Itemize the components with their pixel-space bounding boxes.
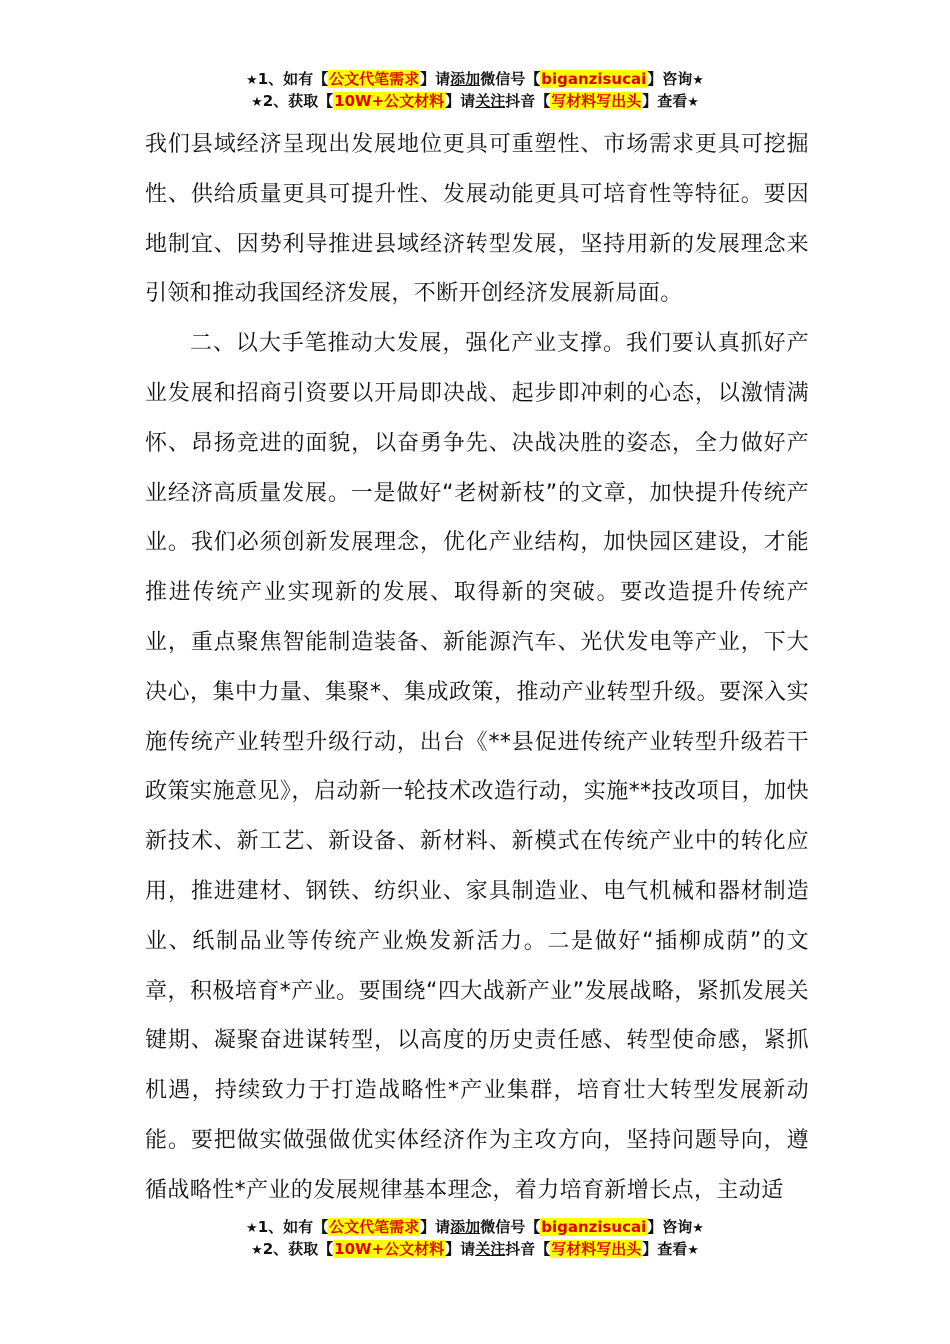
star-icon: ★	[246, 73, 258, 88]
banner-line-1	[0, 1216, 950, 1238]
banner-text: 】请	[445, 1240, 476, 1258]
star-icon: ★	[692, 1221, 704, 1236]
star-icon: ★	[246, 1221, 258, 1236]
banner-text: 】咨询	[647, 1218, 693, 1236]
paragraph-section-two: 二、以大手笔推动大发展，强化产业支撑。我们要认真抓好产业发展和招商引资要以开局即决战、起步即冲刺的心态，以激情满怀、昂扬竞进的面貌，以奋勇争先、决战决胜的姿态，全力做好产业经济高质量发展。一是做好“老树新枝”的文章，加快提升传统产业。我们必须创新发展理念，优化产业结构，加快园区建设，才能推进传统产业实现新的发展、取得新的突破。要改造提升传统产业，重点聚焦智能制造装备、新能源汽车、光伏发电等产业，下大决心，集中力量、集聚*、集成政策，推动产业转型升级。要深入实施传统产业转型升级行动，出台《**县促进传统产业转型升级若干政策实施意见》，启动新一轮技术改造行动，实施**技改项目，加快新技术、新工艺、新设备、新材料、新模式在传统产业中的转化应用，推进建材、钢铁、纺织业、家具制造业、电气机械和器材制造业、纸制品业等传统产业焕发新活力。二是做好“插柳成荫”的文章，积极培育*产业。要围绕“四大战新产业”发展战略，紧抓发展关键期、凝聚奋进谋转型，以高度的历史责任感、转型使命感，紧抓机遇，持续致力于打造战略性*产业集群，培育壮大转型发展新动能。要把做实做强做优实体经济作为主攻方向，坚持问题导向，遵循战略性*产业的发展规律基本理念，着力培育新增长点，主动适	[145, 331, 809, 1203]
banner-text: 】查看	[642, 92, 688, 110]
banner-text: 】请	[420, 1218, 451, 1236]
highlight-materials: 10W+公文材料	[334, 1240, 445, 1258]
highlight-service: 公文代笔需求	[329, 70, 420, 88]
banner-line-1	[0, 68, 950, 90]
banner-text: 1、如有【	[257, 70, 329, 88]
banner-line-2	[0, 90, 950, 112]
banner-text: 】请	[420, 70, 451, 88]
highlight-service: 公文代笔需求	[329, 1218, 420, 1236]
banner-text: 微信号【	[480, 1218, 541, 1236]
star-icon: ★	[687, 1243, 699, 1258]
star-icon: ★	[687, 95, 699, 110]
banner-text: 2、获取【	[262, 1240, 334, 1258]
banner-text: 】咨询	[647, 70, 693, 88]
banner-emphasis: 添加	[450, 1218, 481, 1236]
banner-emphasis: 添加	[450, 70, 481, 88]
header-banner	[0, 68, 950, 112]
footer-banner	[0, 1216, 950, 1260]
banner-text: 1、如有【	[257, 1218, 329, 1236]
banner-emphasis: 关注	[475, 1240, 506, 1258]
paragraph-continuation: 我们县域经济呈现出发展地位更具可重塑性、市场需求更具可挖掘性、供给质量更具可提升性、发展动能更具可培育性等特征。要因地制宜、因势利导推进县域经济转型发展，坚持用新的发展理念来引领和推动我国经济发展，不断开创经济发展新局面。	[145, 132, 809, 307]
banner-text: 抖音【	[505, 92, 551, 110]
banner-text: 抖音【	[505, 1240, 551, 1258]
banner-line-2	[0, 1238, 950, 1260]
highlight-materials: 10W+公文材料	[334, 92, 445, 110]
banner-text: 】查看	[642, 1240, 688, 1258]
banner-text: 】请	[445, 92, 476, 110]
star-icon: ★	[692, 73, 704, 88]
highlight-douyin: 写材料写出头	[551, 1240, 642, 1258]
document-body	[145, 120, 809, 1216]
star-icon: ★	[251, 1243, 263, 1258]
banner-text: 2、获取【	[262, 92, 334, 110]
highlight-wechat-id: biganzisucai	[541, 1218, 647, 1236]
banner-text: 微信号【	[480, 70, 541, 88]
highlight-douyin: 写材料写出头	[551, 92, 642, 110]
star-icon: ★	[251, 95, 263, 110]
banner-emphasis: 关注	[475, 92, 506, 110]
highlight-wechat-id: biganzisucai	[541, 70, 647, 88]
